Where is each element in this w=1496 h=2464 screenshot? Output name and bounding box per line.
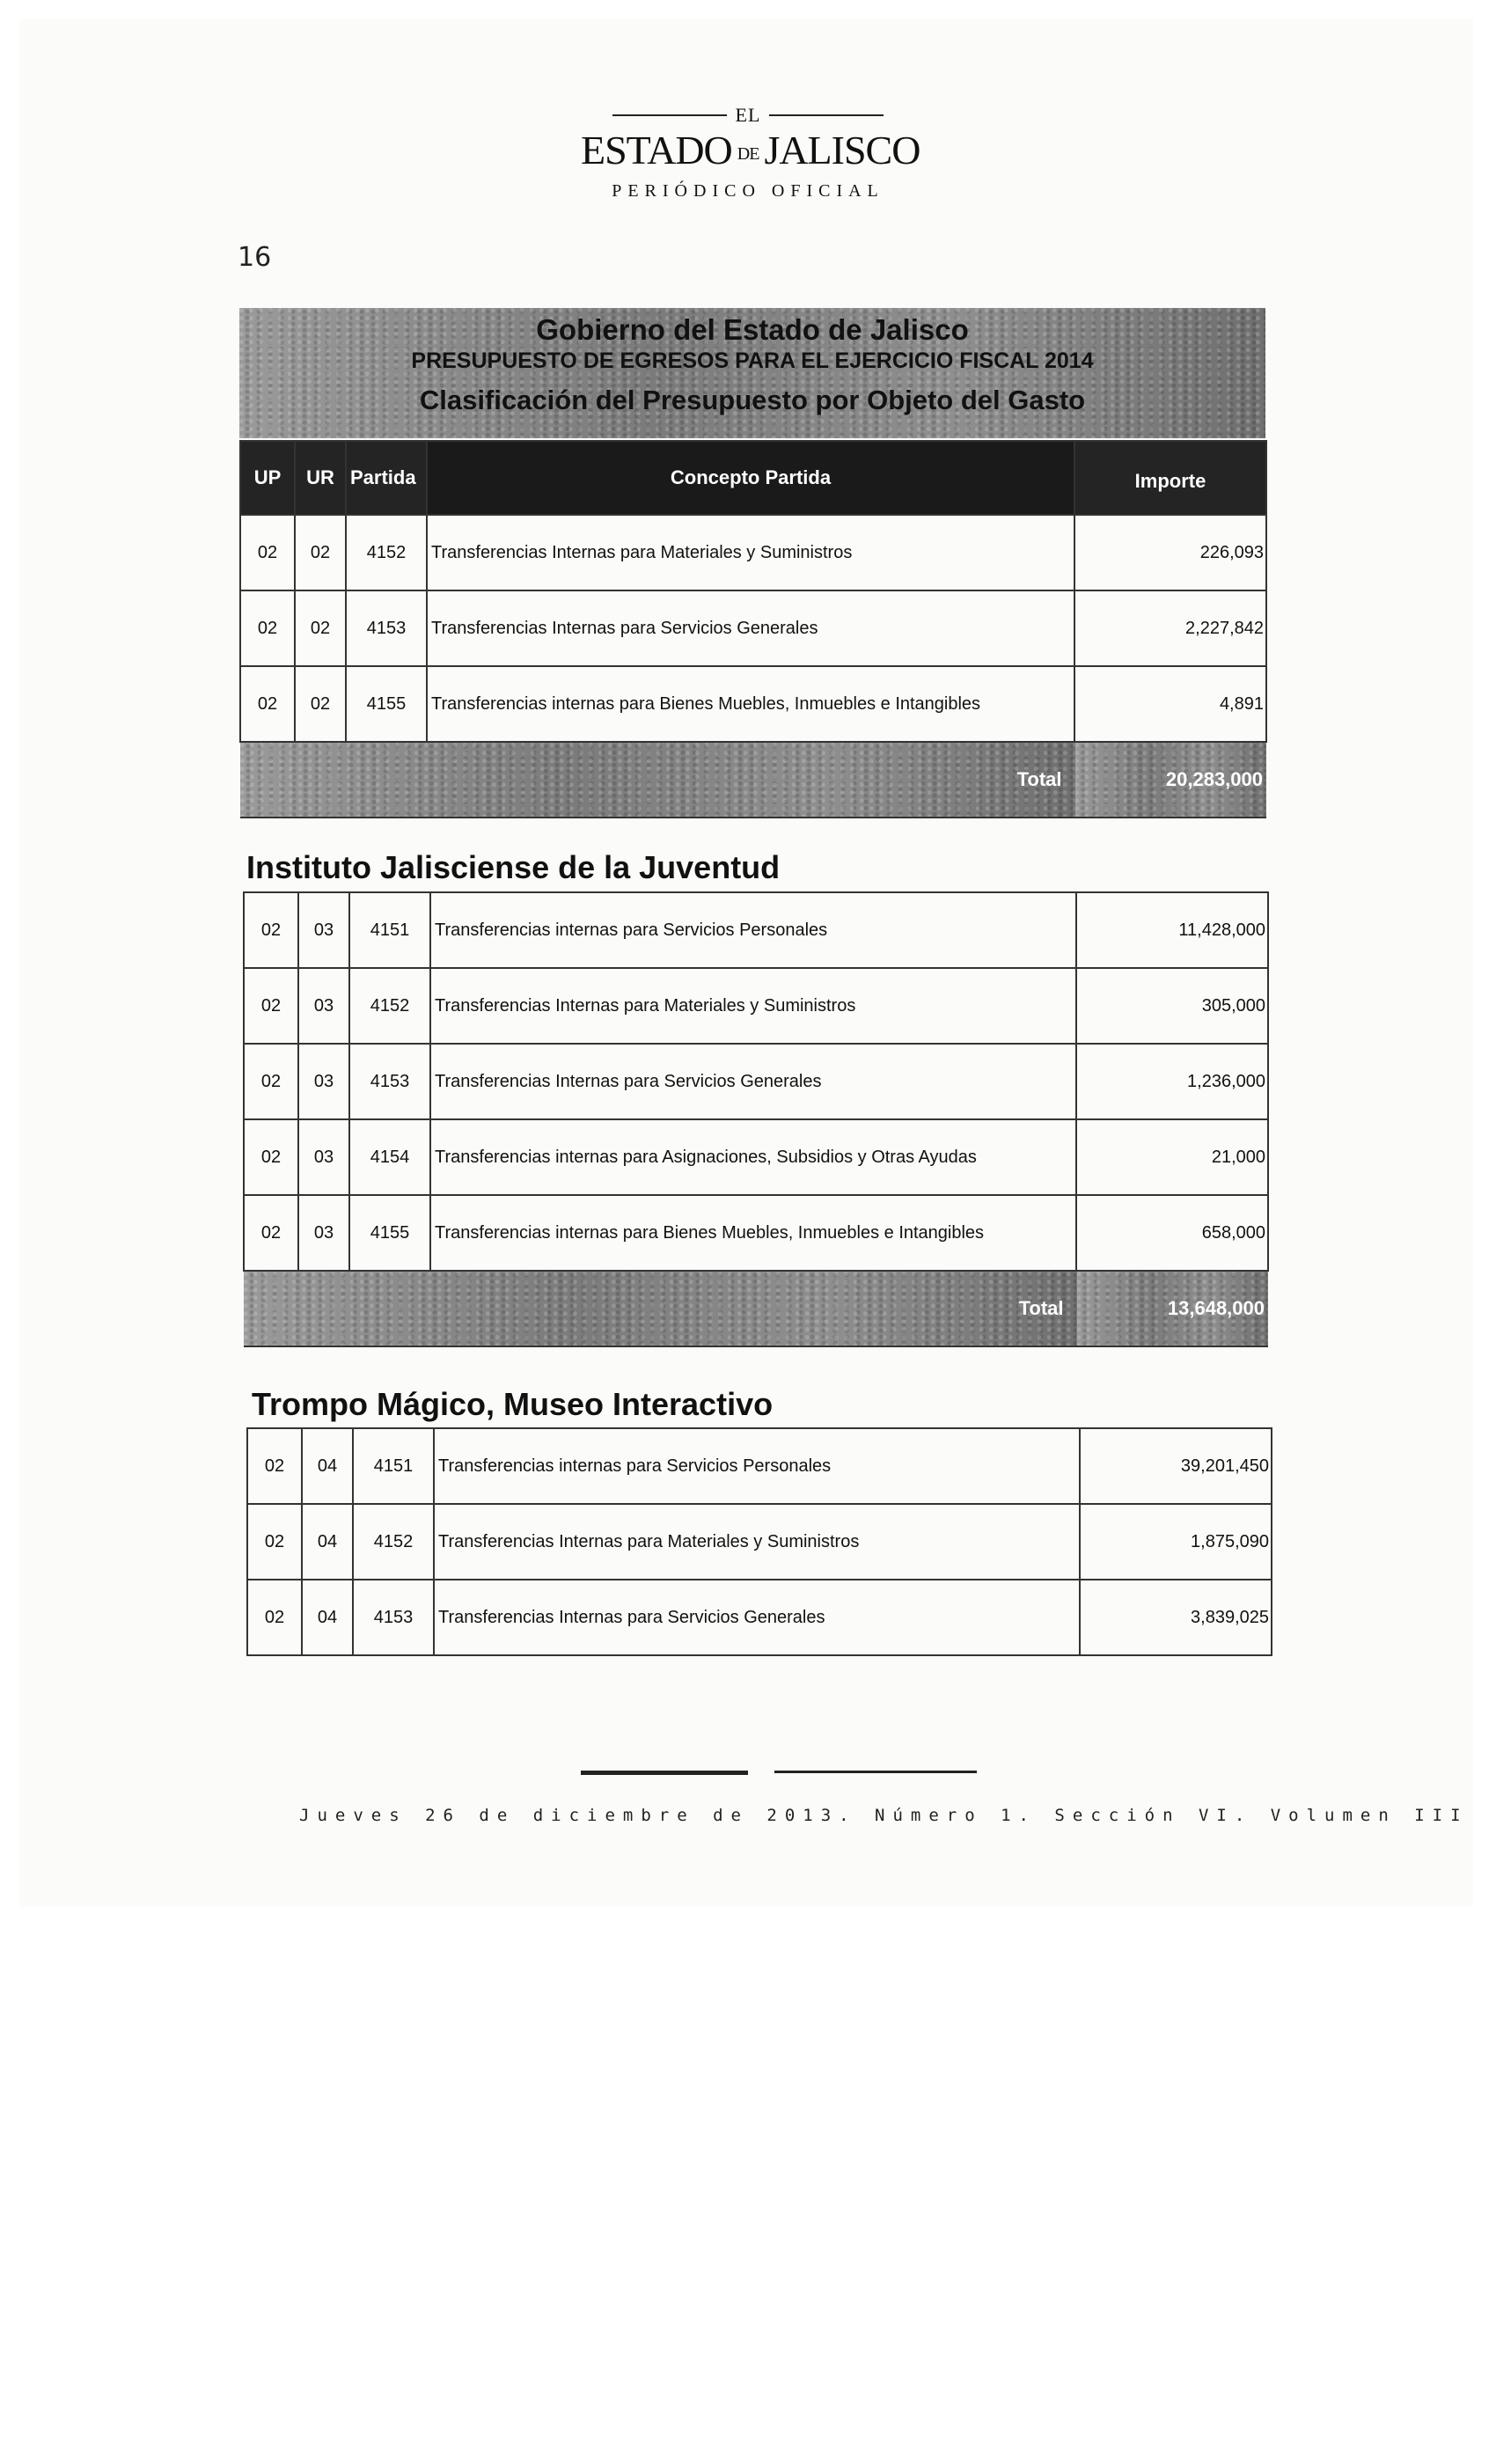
cell-ur: 03	[298, 1195, 349, 1271]
total-value: 20,283,000	[1074, 742, 1266, 818]
cell-partida: 4153	[349, 1044, 430, 1119]
cell-partida: 4155	[346, 666, 427, 742]
table-row	[240, 590, 1266, 666]
cell-concepto: Transferencias internas para Servicios Personales	[430, 892, 1076, 968]
cell-up: 02	[244, 1119, 298, 1195]
masthead	[581, 104, 920, 202]
masthead-rule-left	[612, 114, 727, 116]
cell-partida: 4151	[353, 1428, 434, 1504]
col-header-partida: Partida	[346, 441, 427, 515]
col-header-up: UP	[240, 441, 295, 515]
masthead-rule-right	[769, 114, 884, 116]
cell-up: 02	[240, 666, 295, 742]
table-row	[240, 515, 1266, 590]
header-line-1: Gobierno del Estado de Jalisco	[536, 313, 969, 346]
header-line-3: Clasificación del Presupuesto por Objeto del Gasto	[419, 385, 1086, 415]
cell-partida: 4153	[346, 590, 427, 666]
section-title-juventud: Instituto Jalisciense de la Juventud	[246, 849, 781, 885]
cell-importe: 21,000	[1076, 1119, 1268, 1195]
cell-concepto: Transferencias internas para Bienes Muebles, Inmuebles e Intangibles	[430, 1195, 1076, 1271]
masthead-title-de: DE	[737, 144, 759, 165]
masthead-el-row	[581, 104, 915, 127]
cell-partida: 4154	[349, 1119, 430, 1195]
total-value: 13,648,000	[1076, 1271, 1268, 1346]
section-title-trompo: Trompo Mágico, Museo Interactivo	[252, 1386, 774, 1422]
cell-partida: 4153	[353, 1580, 434, 1655]
cell-up: 02	[244, 968, 298, 1044]
cell-concepto: Transferencias Internas para Materiales y Suministros	[430, 968, 1076, 1044]
table-row	[244, 1119, 1268, 1195]
total-label: Total	[240, 742, 1074, 818]
cell-ur: 03	[298, 1044, 349, 1119]
total-row	[244, 1271, 1268, 1346]
page-number: 16	[238, 242, 272, 273]
cell-importe: 305,000	[1076, 968, 1268, 1044]
cell-concepto: Transferencias internas para Servicios Personales	[434, 1428, 1080, 1504]
cell-partida: 4152	[353, 1504, 434, 1580]
cell-ur: 02	[295, 590, 346, 666]
cell-up: 02	[244, 1195, 298, 1271]
cell-concepto: Transferencias Internas para Servicios Generales	[427, 590, 1074, 666]
table-row	[244, 1044, 1268, 1119]
cell-ur: 03	[298, 892, 349, 968]
total-label: Total	[244, 1271, 1076, 1346]
cell-up: 02	[247, 1580, 302, 1655]
masthead-title-right: JALISCO	[764, 128, 920, 172]
masthead-title	[581, 128, 920, 176]
cell-importe: 4,891	[1074, 666, 1266, 742]
footer-date-line: Jueves 26 de diciembre de 2013. Número 1. Sección VI. Volumen III	[299, 1806, 1469, 1825]
masthead-el: EL	[735, 104, 761, 126]
cell-importe: 658,000	[1076, 1195, 1268, 1271]
col-header-concepto: Concepto Partida	[427, 441, 1074, 515]
cell-partida: 4152	[349, 968, 430, 1044]
cell-up: 02	[244, 1044, 298, 1119]
cell-importe: 226,093	[1074, 515, 1266, 590]
cell-importe: 39,201,450	[1080, 1428, 1272, 1504]
table-header-row	[240, 441, 1266, 515]
col-header-ur: UR	[295, 441, 346, 515]
cell-importe: 1,875,090	[1080, 1504, 1272, 1580]
cell-partida: 4152	[346, 515, 427, 590]
footer-rule-left	[581, 1771, 748, 1775]
col-header-importe: Importe	[1074, 441, 1266, 515]
footer-rule-right	[774, 1771, 977, 1773]
budget-header	[239, 308, 1265, 438]
masthead-subtitle: PERIÓDICO OFICIAL	[612, 181, 884, 202]
table-row	[240, 666, 1266, 742]
table-row	[247, 1428, 1272, 1504]
cell-importe: 2,227,842	[1074, 590, 1266, 666]
cell-partida: 4151	[349, 892, 430, 968]
cell-concepto: Transferencias internas para Asignaciones, Subsidios y Otras Ayudas	[430, 1119, 1076, 1195]
cell-concepto: Transferencias Internas para Servicios Generales	[434, 1580, 1080, 1655]
cell-ur: 03	[298, 968, 349, 1044]
table-row	[244, 968, 1268, 1044]
cell-ur: 02	[295, 666, 346, 742]
header-line-2: PRESUPUESTO DE EGRESOS PARA EL EJERCICIO FISCAL 2014	[411, 348, 1094, 373]
cell-concepto: Transferencias Internas para Servicios Generales	[430, 1044, 1076, 1119]
cell-importe: 1,236,000	[1076, 1044, 1268, 1119]
cell-concepto: Transferencias internas para Bienes Muebles, Inmuebles e Intangibles	[427, 666, 1074, 742]
table-row	[247, 1504, 1272, 1580]
budget-table-3	[246, 1427, 1272, 1656]
cell-up: 02	[247, 1428, 302, 1504]
masthead-title-left: ESTADO	[581, 128, 732, 172]
table-row	[244, 1195, 1268, 1271]
cell-up: 02	[244, 892, 298, 968]
total-row	[240, 742, 1266, 818]
table-row	[244, 892, 1268, 968]
cell-up: 02	[240, 590, 295, 666]
cell-concepto: Transferencias Internas para Materiales y Suministros	[427, 515, 1074, 590]
cell-importe: 3,839,025	[1080, 1580, 1272, 1655]
cell-ur: 03	[298, 1119, 349, 1195]
table-row	[247, 1580, 1272, 1655]
cell-ur: 02	[295, 515, 346, 590]
cell-up: 02	[240, 515, 295, 590]
cell-partida: 4155	[349, 1195, 430, 1271]
cell-up: 02	[247, 1504, 302, 1580]
cell-ur: 04	[302, 1504, 353, 1580]
budget-table-1	[239, 440, 1267, 818]
budget-table-2	[243, 891, 1269, 1347]
cell-importe: 11,428,000	[1076, 892, 1268, 968]
cell-ur: 04	[302, 1428, 353, 1504]
cell-ur: 04	[302, 1580, 353, 1655]
cell-concepto: Transferencias Internas para Materiales y Suministros	[434, 1504, 1080, 1580]
